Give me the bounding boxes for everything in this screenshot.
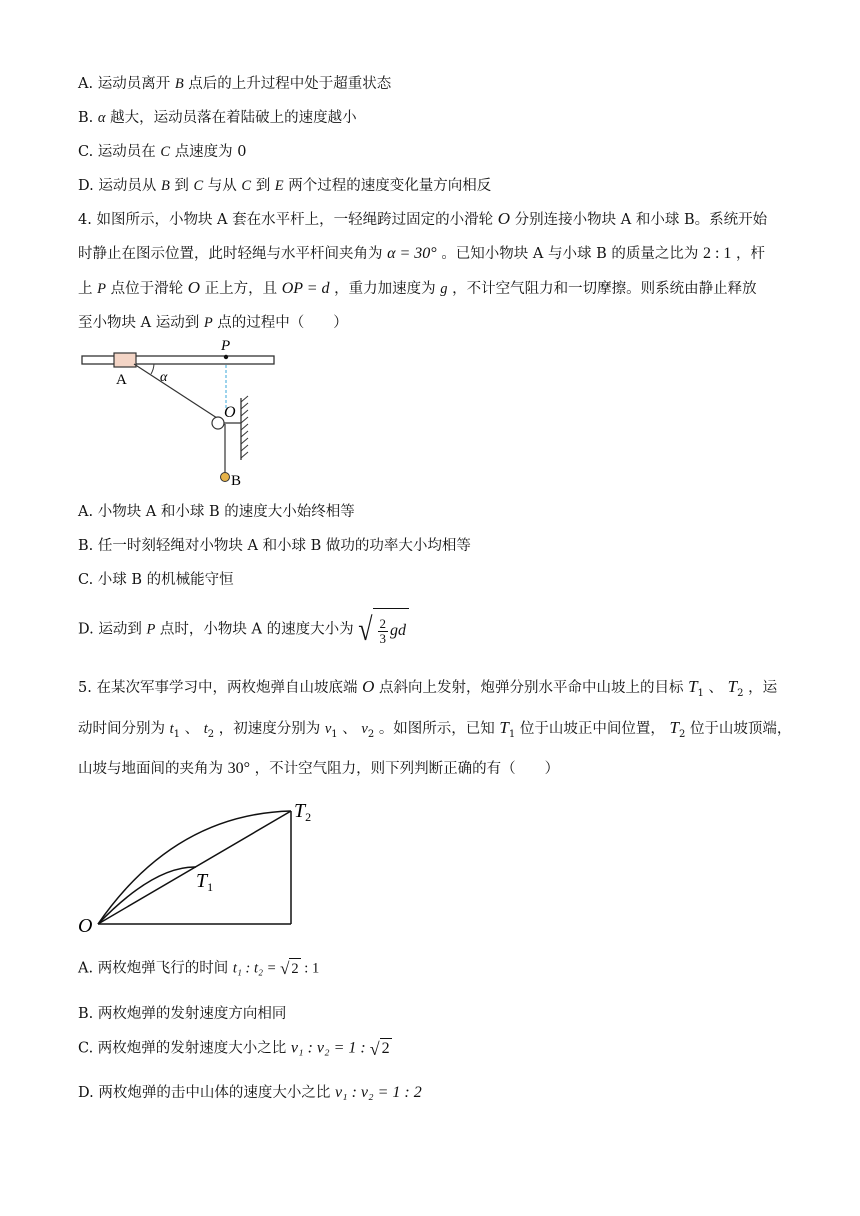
point-p: [224, 355, 228, 359]
block-a: [114, 353, 136, 367]
label-o: O: [78, 915, 93, 937]
label-alpha: α: [160, 370, 168, 385]
label-b: B: [231, 473, 242, 489]
q4-option-b: B. 任一时刻轻绳对小物块 A 和小球 B 做功的功率大小均相等: [78, 538, 471, 554]
q3-option-b: B. α 越大，运动员落在着陆破上的速度越小: [78, 110, 357, 126]
horizontal-rod: [82, 356, 274, 364]
q5-stem-line-1: 5. 在某次军事学习中，两枚炮弹自山坡底端 O 点斜向上发射，炮弹分别水平命中山坡上的目标 $T_1$ 、 $T_2$ ，运: [78, 677, 778, 699]
q5-option-d: D. 两枚炮弹的击中山体的速度大小之比 v₁ : v₂ = 1 : 2: [78, 1084, 422, 1101]
q5-option-b: B. 两枚炮弹的发射速度方向相同: [78, 1006, 287, 1022]
q4-option-a: A. 小物块 A 和小球 B 的速度大小始终相等: [78, 504, 355, 520]
q4-option-d-sqrt: √ $\frac{2}{3}$ gd: [358, 608, 409, 651]
label-t1: $T_1$: [196, 870, 214, 894]
rope-ab: [134, 364, 217, 418]
q5-option-c: C. 两枚炮弹的发射速度大小之比 v₁ : v₂ = 1 : √ 2: [78, 1038, 390, 1059]
q4-stem-line-4: 至小物块 A 运动到 P 点的过程中（ ）: [78, 315, 348, 331]
q3-option-a: A. 运动员离开 B 点后的上升过程中处于超重状态: [78, 76, 392, 92]
q4-stem-line-2: 时静止在图示位置，此时轻绳与水平杆间夹角为 α = 30° 。已知小物块 A 与小球 B 的质量之比为 2 : 1 ，杆: [78, 245, 766, 262]
label-o: O: [224, 404, 236, 421]
q4-option-d: D. 运动到 P 点时，小物块 A 的速度大小为 √ $\frac{2}{3}$ gd: [78, 608, 409, 651]
q3-option-d: D. 运动员从 B 到 C 与从 C 到 E 两个过程的速度变化量方向相反: [78, 178, 492, 194]
pulley-o: [212, 417, 224, 429]
q4-figure: [76, 336, 286, 492]
q5-stem-line-2: 动时间分别为 $t_1$ 、 $t_2$ ，初速度分别为 $v_1$ 、 $v_2$ 。如图所示，已知 $T_1$ 位于山坡正中间位置， $T_2$ 位于山坡顶端，: [78, 717, 792, 740]
wall-hatching: [241, 396, 248, 458]
label-a: A: [116, 372, 127, 388]
q5-option-a: A. 两枚炮弹飞行的时间 t₁ : t₂ = √ 2 : 1: [78, 958, 320, 978]
label-t2: $T_2$: [294, 800, 312, 824]
q5-stem-line-3: 山坡与地面间的夹角为 30° ，不计空气阻力，则下列判断正确的有（ ）: [78, 759, 560, 777]
q4-option-c: C. 小球 B 的机械能守恒: [78, 572, 234, 588]
q5-figure: [74, 796, 334, 938]
q5-stem: [78, 670, 792, 786]
q4-stem-line-3: 上 P 点位于滑轮 O 正上方，且 OP = d ，重力加速度为 g ，不计空气阻力和一切摩擦。则系统由静止释放: [78, 278, 757, 297]
q4-stem-line-1: 4. 如图所示，小物块 A 套在水平杆上，一轻绳跨过固定的小滑轮 O 分别连接小物块 A 和小球 B。系统开始: [78, 209, 768, 228]
label-p: P: [221, 338, 231, 354]
q4-stem: [78, 202, 782, 340]
angle-arc: [151, 364, 154, 374]
q3-option-c: C. 运动员在 C 点速度为 0: [78, 144, 247, 160]
ball-b: [221, 473, 230, 482]
